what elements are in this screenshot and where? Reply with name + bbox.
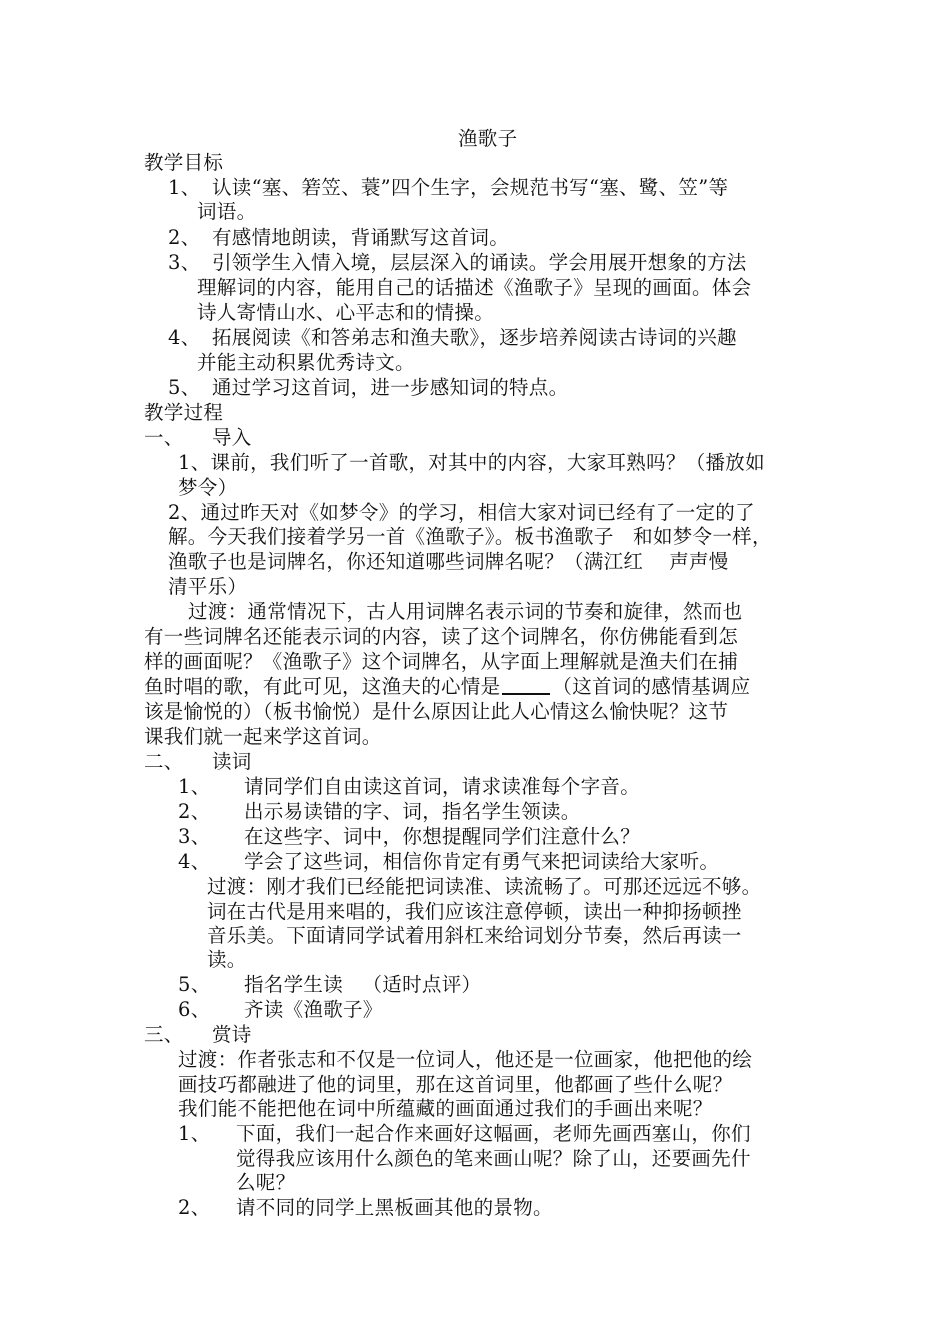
read-step-5-number: 5、 (178, 973, 211, 996)
goal-3-number: 3、 (168, 251, 201, 274)
read-step-2-number: 2、 (178, 800, 211, 823)
transition-3-line-2: 画技巧都融进了他的词里，那在这首词里，他都画了些什么呢？ (178, 1073, 733, 1096)
poem-step-1-number: 1、 (178, 1122, 211, 1145)
transition-3-line-3: 我们能不能把他在词中所蕴藏的画面通过我们的手画出来呢？ (178, 1097, 713, 1120)
section-1-number: 一、 (144, 426, 184, 449)
section-3-number: 三、 (144, 1023, 184, 1046)
intro-step-2-line-2: 解。今天我们接着学另一首《渔歌子》。板书渔歌子 和如梦令一样， (168, 525, 772, 548)
read-step-3-number: 3、 (178, 825, 211, 848)
section-1-title: 导入 (212, 426, 252, 449)
intro-step-2-line-4: 清平乐） (168, 575, 248, 598)
read-step-1-text: 请同学们自由读这首词，请求读准每个字音。 (244, 775, 641, 798)
read-step-6-number: 6、 (178, 998, 211, 1021)
read-step-6-text: 齐读《渔歌子》 (244, 998, 383, 1021)
read-step-4-number: 4、 (178, 850, 211, 873)
read-step-2-text: 出示易读错的字、词，指名学生领读。 (244, 800, 581, 823)
transition-1-line-3: 样的画面呢？《渔歌子》这个词牌名，从字面上理解就是渔夫们在捕 (144, 650, 739, 673)
transition-2-line-1: 过渡：刚才我们已经能把词读准、读流畅了。可那还远远不够。 (207, 875, 762, 898)
transition-1-line-4-text-a: 鱼时唱的歌，有此可见，这渔夫的心情是 (144, 675, 501, 698)
goal-2-number: 2、 (168, 226, 201, 249)
section-3-title: 赏诗 (212, 1023, 252, 1046)
goal-3-line-3: 诗人寄情山水、心平志和的情操。 (197, 301, 495, 324)
goal-3-line-1: 引领学生入情入境，层层深入的诵读。学会用展开想象的方法 (212, 251, 747, 274)
transition-1-line-4 (144, 675, 750, 698)
poem-step-2-line-1: 请不同的同学上黑板画其他的景物。 (236, 1196, 553, 1219)
transition-3-line-1: 过渡：作者张志和不仅是一位词人，他还是一位画家，他把他的绘 (178, 1048, 753, 1071)
goal-4-line-2: 并能主动积累优秀诗文。 (197, 351, 415, 374)
section-2-title: 读词 (212, 750, 252, 773)
goal-5-line-1: 通过学习这首词，进一步感知词的特点。 (212, 376, 569, 399)
goal-1-number: 1、 (168, 176, 201, 199)
process-heading: 教学过程 (144, 401, 224, 424)
goal-1-line-2: 词语。 (197, 200, 257, 223)
document-title: 渔歌子 (458, 127, 518, 150)
intro-step-2-line-1: 2、通过昨天对《如梦令》的学习，相信大家对词已经有了一定的了 (168, 501, 755, 524)
transition-2-line-3: 音乐美。下面请同学试着用斜杠来给词划分节奏，然后再读一 (207, 924, 742, 947)
read-step-4-text: 学会了这些词，相信你肯定有勇气来把词读给大家听。 (244, 850, 720, 873)
transition-1-line-5: 该是愉悦的）（板书愉悦）是什么原因让此人心情这么愉快呢？这节 (144, 700, 729, 723)
transition-1-line-2: 有一些词牌名还能表示词的内容，读了这个词牌名，你仿佛能看到怎 (144, 625, 739, 648)
read-step-3-text: 在这些字、词中，你想提醒同学们注意什么？ (244, 825, 641, 848)
transition-2-line-2: 词在古代是用来唱的，我们应该注意停顿，读出一种抑扬顿挫 (207, 900, 742, 923)
read-step-1-number: 1、 (178, 775, 211, 798)
intro-step-2-line-3: 渔歌子也是词牌名，你还知道哪些词牌名呢？（满江红 声声慢 (168, 550, 729, 573)
transition-2-line-4: 读。 (207, 948, 247, 971)
fill-in-blank (502, 675, 550, 695)
section-2-number: 二、 (144, 750, 184, 773)
goal-3-line-2: 理解词的内容，能用自己的话描述《渔歌子》呈现的画面。体会 (197, 276, 752, 299)
poem-step-2-number: 2、 (178, 1196, 211, 1219)
goal-1-line-1: 认读“塞、箬笠、蓑”四个生字，会规范书写“塞、鹭、笠”等 (212, 176, 729, 199)
intro-step-1-line-1: 1、课前，我们听了一首歌，对其中的内容，大家耳熟吗？（播放如 (178, 451, 765, 474)
transition-1-line-6: 课我们就一起来学这首词。 (144, 725, 382, 748)
goal-5-number: 5、 (168, 376, 201, 399)
goal-4-line-1: 拓展阅读《和答弟志和渔夫歌》，逐步培养阅读古诗词的兴趣 (212, 326, 737, 349)
intro-step-1-line-2: 梦令） (178, 476, 238, 499)
poem-step-1-line-1: 下面，我们一起合作来画好这幅画，老师先画西塞山，你们 (236, 1122, 751, 1145)
goals-heading: 教学目标 (144, 151, 224, 174)
read-step-5-text: 指名学生读 （适时点评） (244, 973, 482, 996)
goal-4-number: 4、 (168, 326, 201, 349)
goal-2-line-1: 有感情地朗读，背诵默写这首词。 (212, 226, 510, 249)
transition-1-line-4-text-b: （这首词的感情基调应 (552, 675, 751, 698)
transition-1-line-1: 过渡：通常情况下，古人用词牌名表示词的节奏和旋律，然而也 (188, 600, 743, 623)
poem-step-1-line-3: 么呢？ (236, 1171, 296, 1194)
poem-step-1-line-2: 觉得我应该用什么颜色的笔来画山呢？除了山，还要画先什 (236, 1147, 751, 1170)
